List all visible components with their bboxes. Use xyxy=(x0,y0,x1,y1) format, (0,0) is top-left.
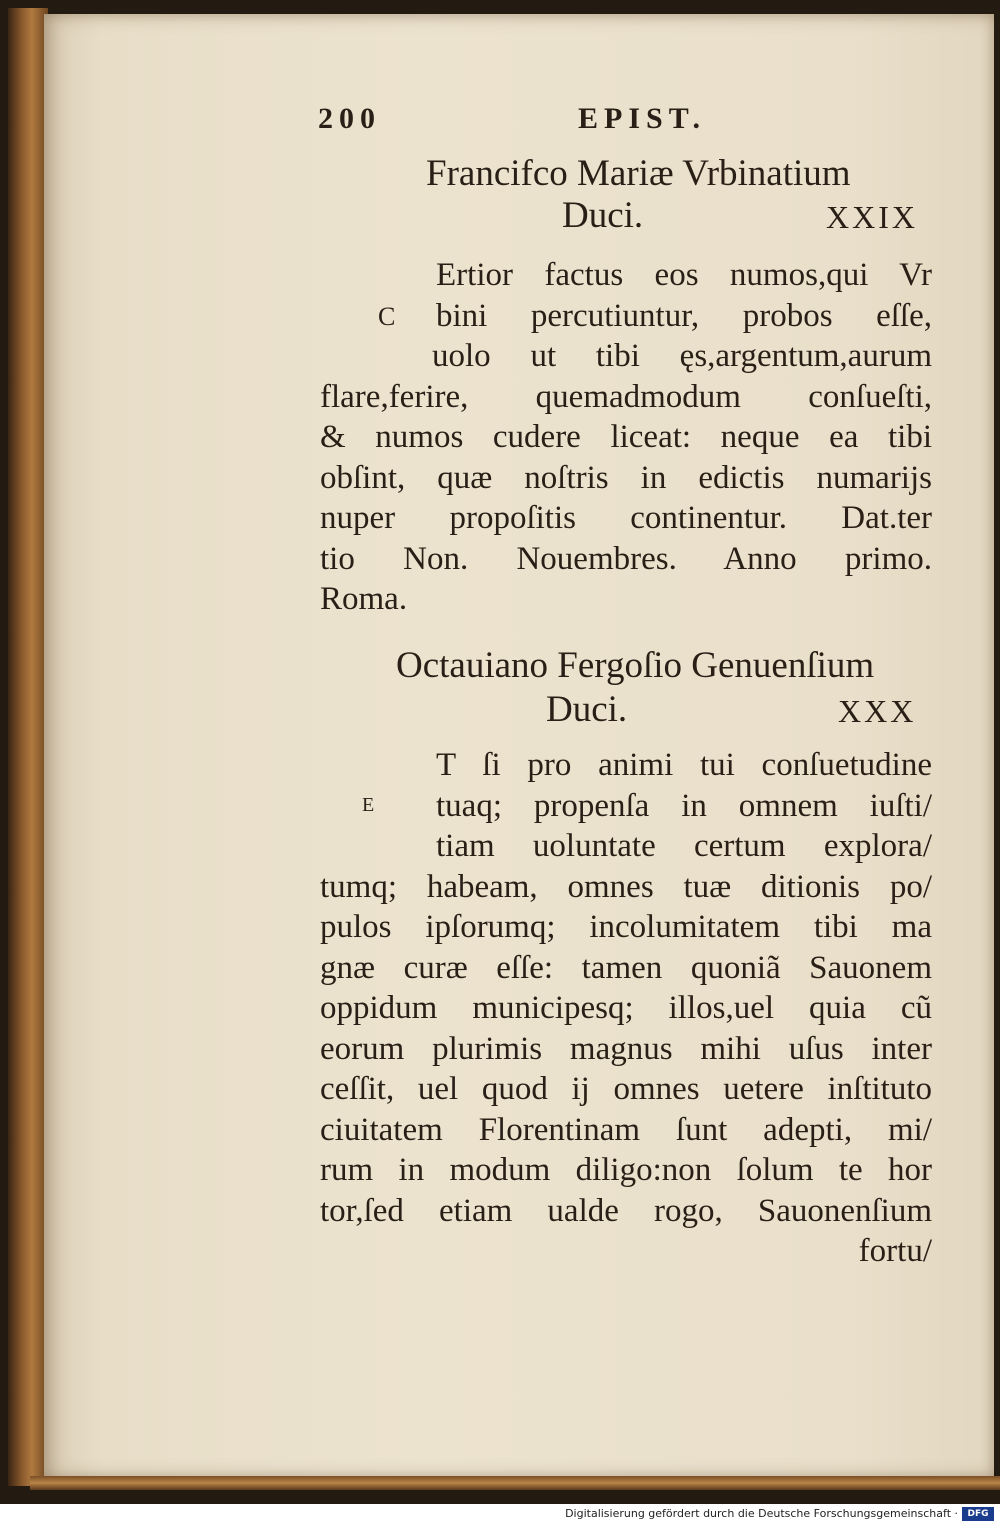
text-line: obſint, quæ noſtris in edictis numarijs xyxy=(320,459,932,496)
book-spine-edge xyxy=(8,8,48,1486)
text-line: oppidum municipesq; illos,uel quia cũ xyxy=(320,990,932,1026)
text-line: T ſi pro animi tui conſuetudine xyxy=(436,747,932,783)
text-line: gnæ curæ eſſe: tamen quoniã Sauonem xyxy=(320,949,932,986)
text-line: Roma. xyxy=(320,581,408,617)
running-title: EPIST. xyxy=(578,102,706,135)
dfg-logo: DFG xyxy=(962,1507,994,1521)
text-line: tumq; habeam, omnes tuæ ditionis po/ xyxy=(320,868,932,905)
footer-bar xyxy=(0,1504,1000,1524)
letter2-body xyxy=(320,745,932,1272)
text-line: rum in modum diligo:non ſolum te hor xyxy=(320,1152,932,1188)
text-line: nuper propoſitis continentur. Dat.ter xyxy=(320,500,932,536)
letter1-body xyxy=(320,255,932,620)
book-bottom-edge xyxy=(30,1476,1000,1490)
text-line: tio Non. Nouembres. Anno primo. xyxy=(320,540,932,577)
letter2-initial-guide: E xyxy=(362,794,375,816)
letter1-title-line1: Francifco Mariæ Vrbinatium xyxy=(426,153,851,194)
text-line: tiam uoluntate certum explora/ xyxy=(436,828,932,864)
funding-credit: Digitalisierung gefördert durch die Deutsche Forschungsgemeinschaft · xyxy=(565,1507,958,1520)
text-line: tuaq; propenſa in omnem iuſti/ xyxy=(436,787,932,824)
text-line: flare,ferire, quemadmodum conſueſti, xyxy=(320,378,932,415)
letter2-number: XXX xyxy=(838,693,917,729)
page-number: 200 xyxy=(318,102,381,135)
text-line: pulos ipſorumq; incolumitatem tibi ma xyxy=(320,909,932,945)
letter2-title-line2: Duci. xyxy=(546,689,628,730)
text-line: fortu/ xyxy=(858,1233,932,1269)
letter1-initial-guide: C xyxy=(378,302,396,331)
letter2-title-line1: Octauiano Fergoſio Genuenſium xyxy=(396,645,875,686)
letter1-number: XXIX xyxy=(826,199,918,235)
letter1-title-line2: Duci. xyxy=(562,195,644,236)
text-line: tor,ſed etiam ualde rogo, Sauonenſium xyxy=(320,1192,932,1229)
text-line: bini percutiuntur, probos eſſe, xyxy=(436,297,932,334)
text-line: Ertior factus eos numos,qui Vr xyxy=(436,257,932,293)
text-line: & numos cudere liceat: neque ea tibi xyxy=(320,419,932,455)
text-line: ciuitatem Florentinam ſunt adepti, mi/ xyxy=(320,1111,932,1148)
text-line: eorum plurimis magnus mihi uſus inter xyxy=(320,1030,932,1067)
text-line: uolo ut tibi ęs,argentum,aurum xyxy=(432,338,932,374)
text-line: ceſſit, uel quod ij omnes uetere inſtituto xyxy=(320,1071,932,1107)
